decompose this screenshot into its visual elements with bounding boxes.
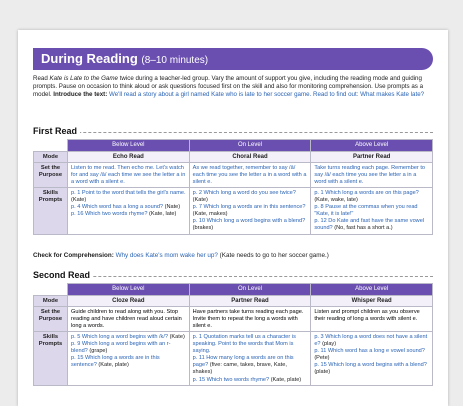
prompt-question: p. 7 Which long a words are in this sentence?	[192, 204, 306, 211]
prompt-question: p. 1 Point to the word that tells the girl's name.	[71, 189, 186, 196]
table-header-row	[34, 140, 433, 152]
section-banner	[33, 48, 433, 70]
prompt-question: p. 15 Which two words rhyme?	[192, 376, 270, 383]
prompt-answer: (five: came, takes, brave, Kate, shakes)	[192, 362, 287, 376]
title-text: During Reading	[41, 51, 138, 66]
prompt-question: p. 9 Which long a word begins with an r-blend?	[71, 341, 171, 355]
level-on: On Level	[189, 140, 311, 152]
table-row	[34, 332, 433, 386]
first-read-title: First Read	[33, 126, 80, 136]
prompt-answer: (Kate, makes)	[192, 211, 228, 218]
table-row	[34, 163, 433, 188]
row-label-purpose: Set the Purpose	[34, 307, 68, 332]
prompts-cell	[189, 332, 311, 386]
prompt-answer: (Kate, wake, late)	[314, 197, 358, 204]
prompt-answer: (brakes)	[192, 225, 214, 232]
row-label-mode: Mode	[34, 152, 68, 163]
prompt-answer: (Kate)	[192, 197, 208, 204]
level-below: Below Level	[68, 284, 190, 296]
check-question: Why does Kate's mom wake her up?	[113, 252, 218, 259]
mode-cell: Choral Read	[189, 152, 311, 163]
purpose-cell: Have partners take turns reading each page. Invite them to repeat the long a words with silent e.	[189, 307, 311, 332]
level-above: Above Level	[311, 284, 433, 296]
prompts-cell	[189, 188, 311, 235]
prompt-question: p. 11 Which word has a long e vowel sound?	[314, 348, 425, 355]
purpose-cell: Listen to me read. Then echo me. Let's watch for and say /ā/ each time we see the letter a in a word with a silent e.	[68, 163, 190, 188]
prompt-question: p. 4 Which word has a long a sound?	[71, 204, 164, 211]
prompt-question: p. 16 Which two words rhyme?	[71, 211, 148, 218]
prompt-question: p. 12 Do Kate and fast have the same vowel sound?	[314, 218, 425, 232]
table-header-row	[34, 284, 433, 296]
prompt-answer: (Kate)	[168, 333, 185, 340]
intro-text-2: twice during a teacher-led group. Vary the amount of support you give, including the reading mode and guiding prompts. Pause on occasion to think aloud or ask questions focused first on the skill and also for monitoring comprehension. Use prompts as a model.	[33, 75, 424, 99]
prompt-question: p. 11 How many long a words are on this page?	[192, 355, 294, 369]
intro-text-1: Read	[33, 75, 50, 82]
second-read-heading	[33, 270, 433, 280]
prompt-answer: (Nate)	[163, 204, 181, 211]
prompt-question: p. 3 Which long a word does not have a silent e?	[314, 333, 428, 348]
row-label-skills: Skills Prompts	[34, 332, 68, 386]
table-row	[34, 307, 433, 332]
corner-cell	[34, 284, 68, 296]
prompt-question: p. 15 Which long a words are in this sentence?	[71, 355, 160, 369]
prompt-question: p. 15 Which long a word begins with a blend?	[314, 362, 427, 369]
prompt-question: p. 10 Which long a word begins with a blend?	[192, 218, 306, 225]
first-read-heading	[33, 126, 433, 136]
prompt-question: p. 2 Which long a word do you see twice?	[192, 189, 296, 196]
prompts-cell	[68, 332, 190, 386]
table-row	[34, 152, 433, 163]
prompt-answer: (No, fast has a short a.)	[332, 225, 393, 232]
second-read-title: Second Read	[33, 270, 93, 280]
purpose-cell: Guide children to read along with you. Stop reading and have children read aloud certain long a words.	[68, 307, 190, 332]
prompts-cell	[311, 332, 433, 386]
intro-paragraph	[33, 75, 433, 100]
level-below: Below Level	[68, 140, 190, 152]
mode-cell: Partner Read	[311, 152, 433, 163]
intro-label: Introduce the text:	[53, 91, 108, 99]
mode-cell: Whisper Read	[311, 296, 433, 307]
prompts-cell	[68, 188, 190, 235]
prompts-cell	[311, 188, 433, 235]
table-row	[34, 188, 433, 235]
first-read-table	[33, 139, 433, 235]
intro-quote: We'll read a story about a girl named Kate who is late to her soccer game. Read to find out: What makes Kate late?	[107, 91, 425, 99]
table-row	[34, 296, 433, 307]
prompt-answer: (play)	[320, 341, 337, 348]
row-label-mode: Mode	[34, 296, 68, 307]
title-duration: (8–10 minutes)	[141, 55, 209, 66]
prompt-question: p. 5 Which long a word begins with /k/?	[71, 333, 169, 340]
page-fade	[18, 392, 448, 406]
check-answer: (Kate needs to go to her soccer game.)	[217, 252, 329, 259]
mode-cell: Partner Read	[189, 296, 311, 307]
second-read-table	[33, 283, 433, 386]
mode-cell: Cloze Read	[68, 296, 190, 307]
corner-cell	[34, 140, 68, 152]
prompt-question: p. 1 Which long a words are on this page?	[314, 189, 419, 196]
level-above: Above Level	[311, 140, 433, 152]
section-title	[41, 51, 208, 66]
prompt-answer: (Kate, plate)	[96, 362, 129, 369]
row-label-skills: Skills Prompts	[34, 188, 68, 235]
book-title: Kate is Late to the Game	[49, 75, 118, 82]
document-page	[18, 30, 448, 406]
divider	[33, 132, 433, 133]
prompt-answer: (Kate)	[71, 197, 87, 204]
prompt-answer: (Kate, late)	[147, 211, 177, 218]
mode-cell: Echo Read	[68, 152, 190, 163]
prompt-question: p. 8 Pause at the commas when you read "Kate, it is late!"	[314, 204, 418, 218]
purpose-cell: Listen and prompt children as you observe their reading of long a words with silent e.	[311, 307, 433, 332]
comprehension-check	[33, 252, 433, 260]
row-label-purpose: Set the Purpose	[34, 163, 68, 188]
prompt-answer: (Kate, plate)	[269, 376, 302, 383]
prompt-answer: (Pete)	[314, 355, 330, 362]
prompt-answer: (plate)	[314, 369, 331, 376]
check-label: Check for Comprehension:	[33, 252, 114, 259]
purpose-cell: Take turns reading each page. Remember to say /ā/ each time you see the letter a in a word with a silent e.	[311, 163, 433, 188]
level-on: On Level	[189, 284, 311, 296]
prompt-answer: (grape)	[87, 348, 108, 355]
prompt-question: p. 1 Quotation marks tell us a character is speaking. Point to the words that Mom is saying.	[192, 333, 296, 355]
purpose-cell: As we read together, remember to say /ā/ each time you see the letter a in a word with a silent e.	[189, 163, 311, 188]
